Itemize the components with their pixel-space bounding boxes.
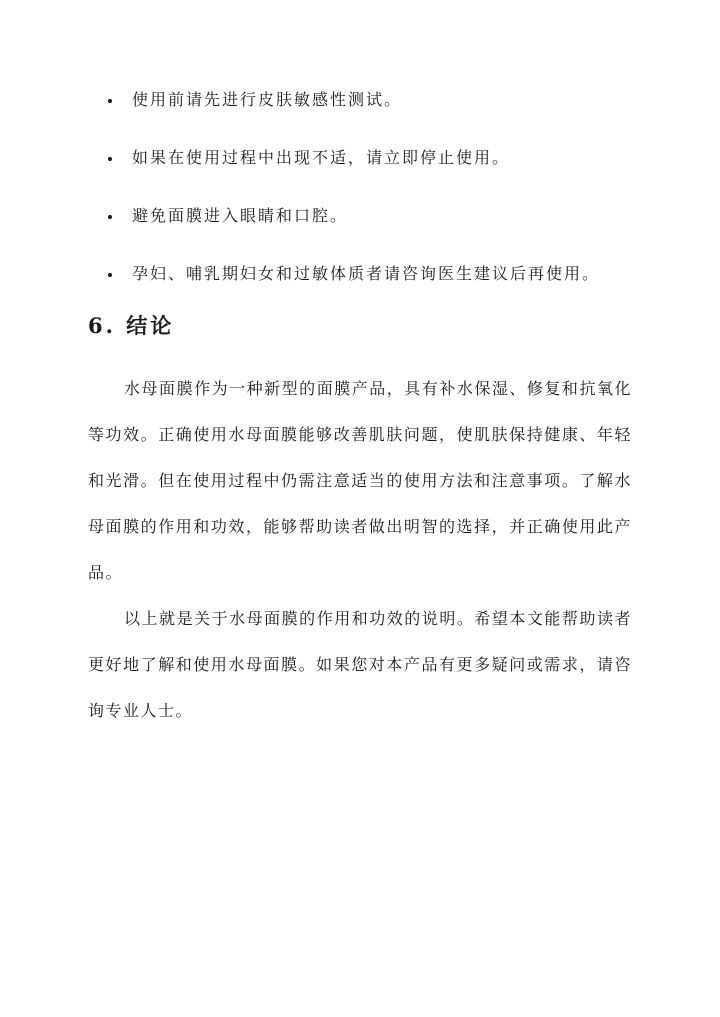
conclusion-paragraph	[88, 366, 632, 596]
bullet-icon	[108, 157, 112, 161]
list-item	[108, 144, 668, 202]
paragraph-text: 以上就是关于水母面膜的作用和功效的说明。希望本文能帮助读者更好地了解和使用水母面膜。如果您对本产品有更多疑问或需求，请咨询专业人士。	[88, 609, 632, 720]
caution-list	[108, 86, 668, 318]
bullet-icon	[108, 273, 112, 277]
bullet-icon	[108, 99, 112, 103]
list-item-text: 孕妇、哺乳期妇女和过敏体质者请咨询医生建议后再使用。	[132, 264, 601, 283]
list-item	[108, 86, 668, 144]
closing-paragraph	[88, 596, 632, 734]
list-item-text: 如果在使用过程中出现不适，请立即停止使用。	[132, 148, 511, 167]
paragraph-text: 水母面膜作为一种新型的面膜产品，具有补水保湿、修复和抗氧化等功效。正确使用水母面膜能够改善肌肤问题，使肌肤保持健康、年轻和光滑。但在使用过程中仍需注意适当的使用方法和注意事项。了解水母面膜的作用和功效，能够帮助读者做出明智的选择，并正确使用此产品。	[88, 379, 632, 582]
list-item	[108, 260, 668, 318]
list-item-text: 使用前请先进行皮肤敏感性测试。	[132, 90, 403, 109]
section-heading: 6. 结论	[88, 313, 175, 338]
bullet-icon	[108, 215, 112, 219]
list-item-text: 避免面膜进入眼睛和口腔。	[132, 206, 349, 225]
list-item	[108, 202, 668, 260]
